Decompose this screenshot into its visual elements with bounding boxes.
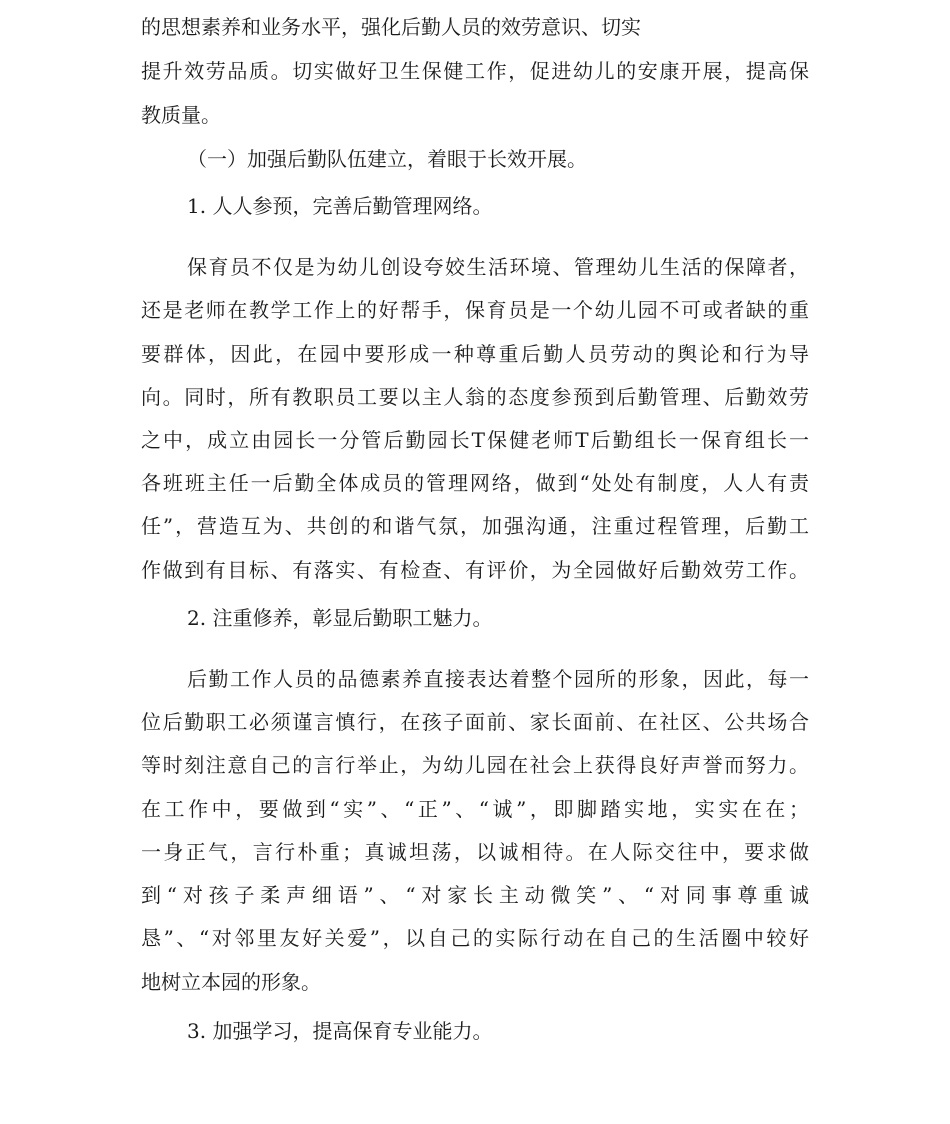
text-line: 保育员不仅是为幼儿创设夸姣生活环境、管理幼儿生活的保障者，: [187, 255, 809, 279]
text-line: 的思想素养和业务水平，强化后勤人员的效劳意识、切实: [141, 15, 641, 39]
text-line: 到“对孩子柔声细语”、“对家长主动微笑”、“对同事尊重诚: [141, 883, 809, 907]
text-line: 一身正气，言行朴重；真诚坦荡，以诚相待。在人际交往中，要求做: [141, 840, 809, 864]
subsection-heading: 2. 注重修养，彰显后勤职工魅力。: [187, 606, 493, 630]
text-line: 在工作中，要做到“实”、“正”、“诚”，即脚踏实地，实实在在；: [141, 797, 809, 821]
subsection-heading: 3. 加强学习，提高保育专业能力。: [187, 1019, 493, 1043]
text-line: 位后勤职工必须谨言慎行，在孩子面前、家长面前、在社区、公共场合: [141, 710, 809, 734]
text-line: 各班班主任一后勤全体成员的管理网络，做到“处处有制度，人人有责: [141, 471, 809, 495]
text-line: 提升效劳品质。切实做好卫生保健工作，促进幼儿的安康开展，提高保: [141, 59, 809, 83]
text-line: 还是老师在教学工作上的好帮手，保育员是一个幼儿园不可或者缺的重: [141, 298, 809, 322]
text-line: 要群体，因此，在园中要形成一种尊重后勤人员劳动的舆论和行为导: [141, 342, 809, 366]
text-line: 地树立本园的形象。: [141, 970, 321, 994]
text-line: 向。同时，所有教职员工要以主人翁的态度参预到后勤管理、后勤效劳: [141, 385, 809, 409]
text-line: 作做到有目标、有落实、有检查、有评价，为全园做好后勤效劳工作。: [141, 558, 809, 582]
section-heading: （一）加强后勤队伍建立，着眼于长效开展。: [187, 147, 587, 171]
subsection-heading: 1. 人人参预，完善后勤管理网络。: [187, 194, 493, 218]
text-line: 等时刻注意自己的言行举止，为幼儿园在社会上获得良好声誉而努力。: [141, 753, 809, 777]
text-line: 后勤工作人员的品德素养直接表达着整个园所的形象，因此，每一: [187, 667, 809, 691]
text-line: 恳”、“对邻里友好关爱”，以自己的实际行动在自己的生活圈中较好: [141, 926, 809, 950]
text-line: 任”，营造互为、共创的和谐气氛，加强沟通，注重过程管理，后勤工: [141, 514, 809, 538]
text-line: 教质量。: [141, 103, 221, 127]
text-line: 之中，成立由园长一分管后勤园长T保健老师T后勤组长一保育组长一: [141, 428, 809, 452]
